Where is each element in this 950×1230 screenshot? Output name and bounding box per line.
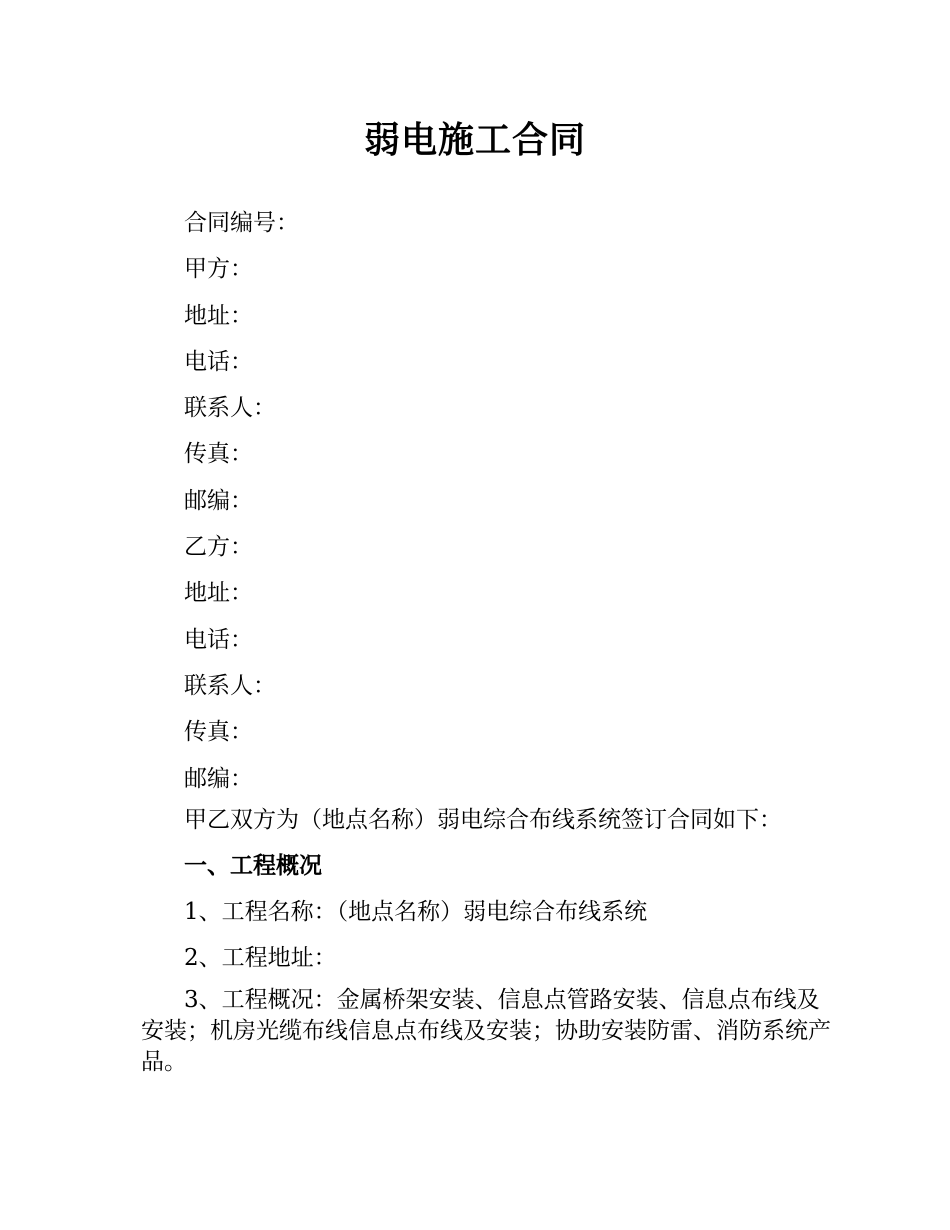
field-party-a-address: 地址： bbox=[184, 302, 253, 329]
field-party-a-contact: 联系人： bbox=[184, 395, 276, 422]
party-fields bbox=[184, 200, 299, 802]
item-project-name: 1、工程名称：（地点名称）弱电综合布线系统 bbox=[184, 899, 648, 925]
item-project-address: 2、工程地址： bbox=[184, 945, 337, 971]
field-party-a-postcode: 邮编： bbox=[184, 487, 253, 514]
document-title: 弱电施工合同 bbox=[363, 120, 586, 161]
field-party-b: 乙方： bbox=[184, 534, 253, 561]
field-party-b-phone: 电话： bbox=[184, 626, 253, 653]
item-project-overview: 3、工程概况：金属桥架安装、信息点管路安装、信息点布线及安装；机房光缆布线信息点布线及安装；协助安装防雷、消防系统产品。 bbox=[141, 987, 831, 1075]
field-contract-number: 合同编号： bbox=[184, 210, 299, 236]
field-party-a: 甲方： bbox=[184, 256, 253, 283]
contract-intro: 甲乙双方为（地点名称）弱电综合布线系统签订合同如下： bbox=[184, 807, 782, 833]
field-party-b-address: 地址： bbox=[184, 580, 253, 607]
field-party-b-postcode: 邮编： bbox=[184, 765, 253, 792]
section-heading-project-overview: 一、工程概况 bbox=[184, 853, 322, 879]
field-party-a-fax: 传真： bbox=[184, 441, 253, 468]
field-party-a-phone: 电话： bbox=[184, 348, 253, 375]
field-party-b-fax: 传真： bbox=[184, 719, 253, 746]
field-party-b-contact: 联系人： bbox=[184, 672, 276, 699]
